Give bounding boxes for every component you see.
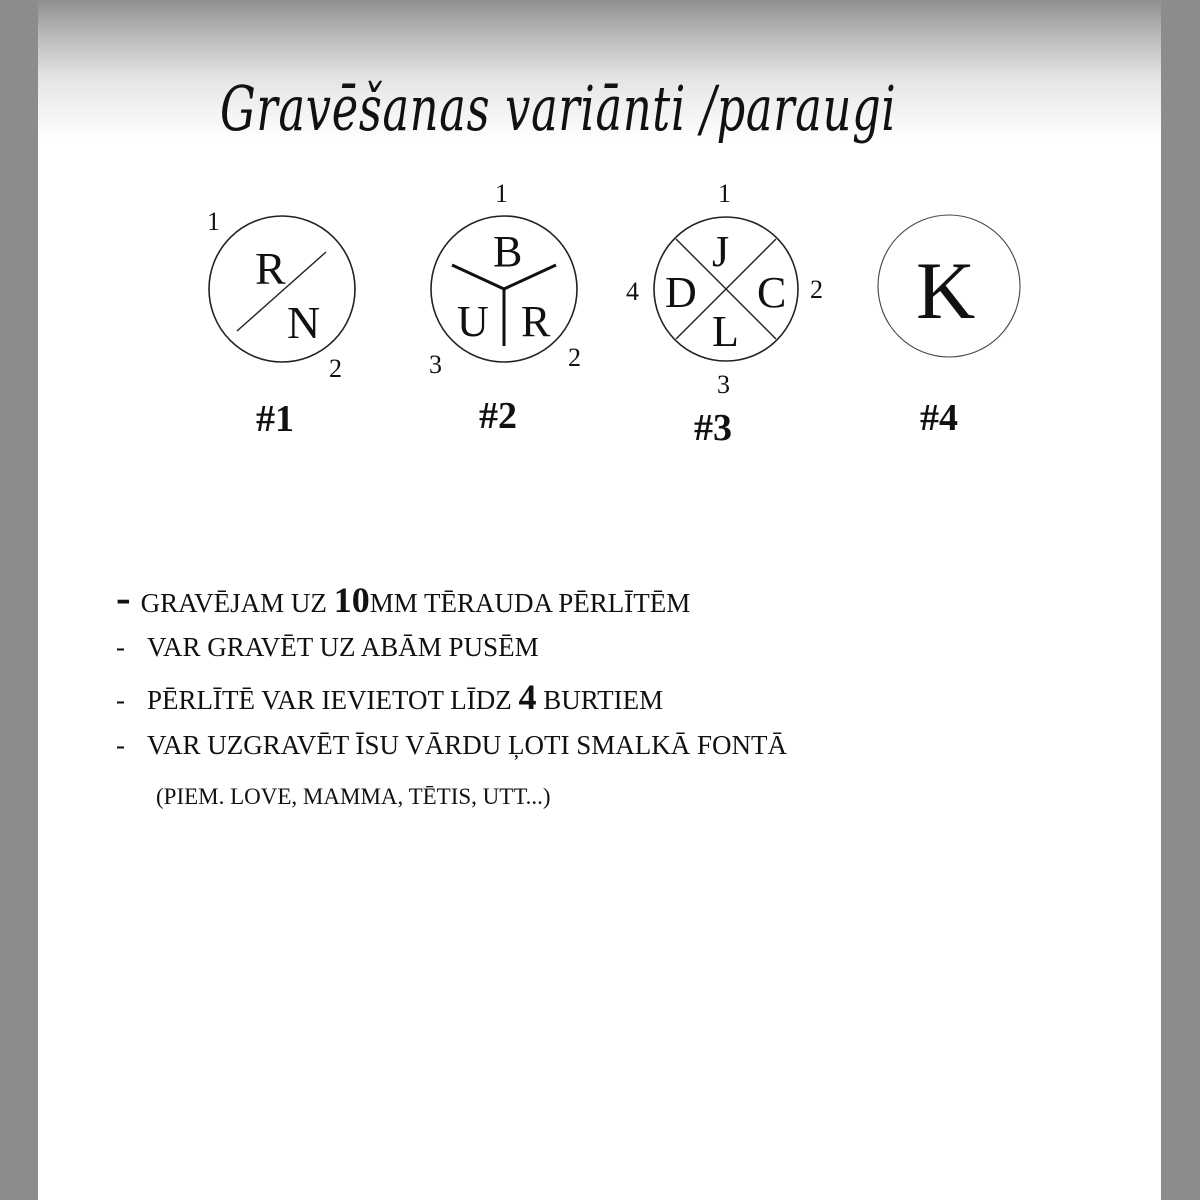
sample-letter: D	[665, 268, 697, 317]
sample-letter: R	[255, 243, 286, 294]
sample-letter: R	[521, 297, 551, 346]
position-mark: 1	[207, 207, 220, 236]
sample-label: #1	[256, 398, 294, 440]
sample-4	[878, 215, 1020, 439]
bullet-dash: -	[116, 632, 125, 662]
sample-label: #4	[920, 397, 958, 439]
bullet-dash: -	[116, 685, 125, 715]
position-mark: 1	[495, 179, 508, 208]
rule-item	[116, 632, 539, 663]
sample-letter: L	[712, 307, 739, 356]
rule-text: BURTIEM	[536, 685, 664, 715]
position-mark: 2	[810, 275, 823, 304]
rule-text: MM TĒRAUDA PĒRLĪTĒM	[369, 588, 691, 618]
rule-item	[116, 676, 663, 718]
page-title: Gravēšanas variānti /paraugi	[220, 72, 897, 145]
sample-label: #2	[479, 395, 517, 437]
sample-letter: K	[916, 245, 976, 336]
rule-number: 4	[518, 677, 537, 717]
rule-text: VAR UZGRAVĒT ĪSU VĀRDU ĻOTI SMALKĀ FONTĀ	[147, 730, 788, 760]
rule-text: GRAVĒJAM UZ	[140, 588, 334, 618]
bullet-dash: -	[116, 573, 131, 622]
sample-1	[207, 207, 355, 440]
sample-letter: J	[712, 227, 730, 276]
position-mark: 3	[429, 350, 442, 379]
rule-item	[116, 572, 690, 623]
bullet-dash: -	[116, 730, 125, 760]
rule-text: PĒRLĪTĒ VAR IEVIETOT LĪDZ	[147, 685, 519, 715]
sample-letter: U	[457, 297, 489, 346]
sample-letter: B	[493, 227, 523, 276]
position-mark: 4	[626, 277, 639, 306]
sample-letter: N	[287, 297, 321, 348]
position-mark: 3	[717, 370, 730, 399]
sample-letter: C	[757, 268, 787, 317]
rule-number: 10	[333, 580, 370, 620]
document-page	[38, 0, 1161, 1200]
engraving-diagrams	[38, 0, 1161, 480]
rule-item	[116, 730, 787, 761]
position-mark: 1	[718, 179, 731, 208]
sample-label: #3	[694, 407, 732, 449]
examples-note: (PIEM. LOVE, MAMMA, TĒTIS, UTT...)	[156, 784, 551, 809]
sample-3	[626, 179, 823, 449]
position-mark: 2	[329, 354, 342, 383]
sample-2	[429, 179, 581, 437]
rule-text: VAR GRAVĒT UZ ABĀM PUSĒM	[147, 632, 539, 662]
position-mark: 2	[568, 343, 581, 372]
